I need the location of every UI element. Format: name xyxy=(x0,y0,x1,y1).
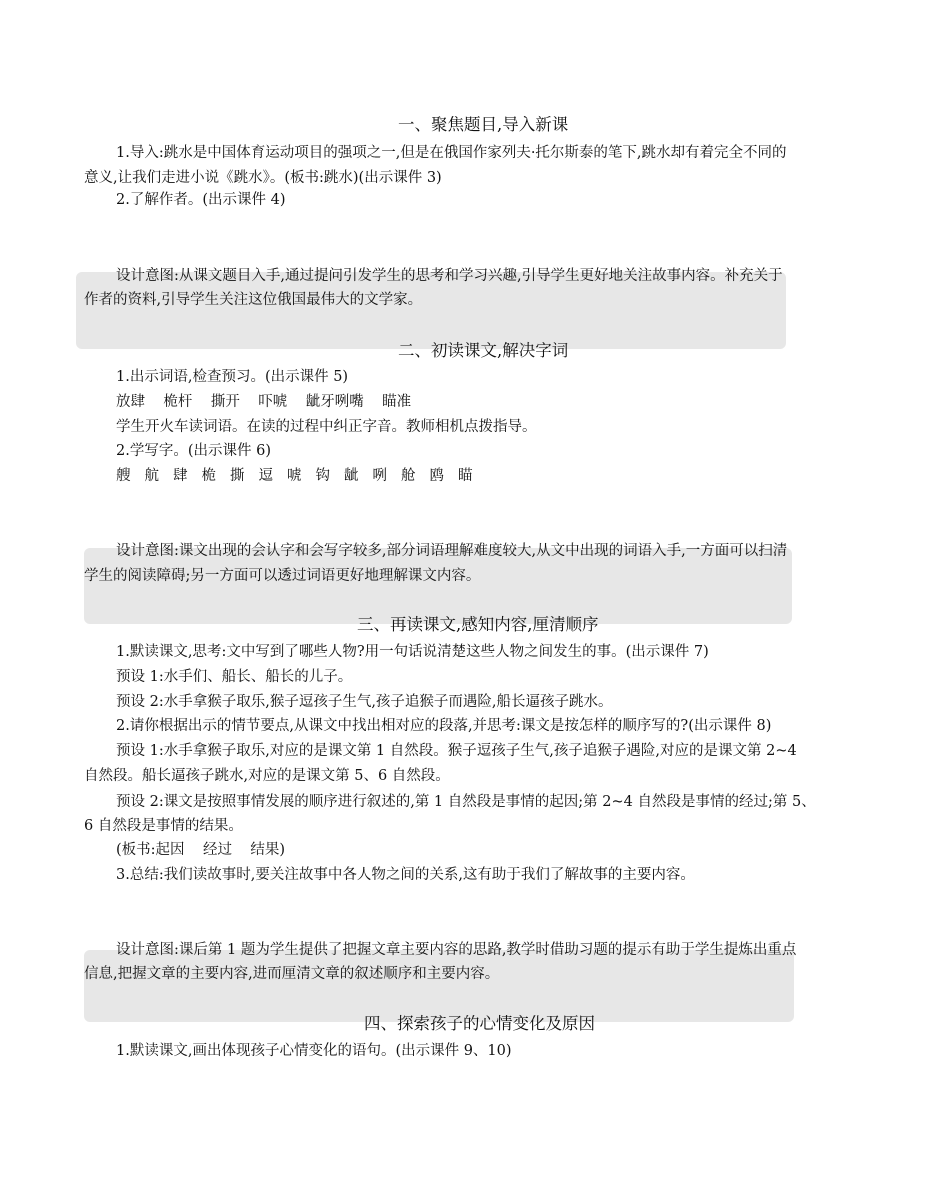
char-3: 肆 xyxy=(173,468,188,484)
section-2-word-list: 放肆 桅杆 撕开 吓唬 龇牙咧嘴 瞄准 xyxy=(116,394,412,410)
design-intent-3-line-2: 信息,把握文章的主要内容,进而厘清文章的叙述顺序和主要内容。 xyxy=(84,966,500,982)
design-intent-box-3 xyxy=(84,950,794,1022)
section-3-line-9: (板书:起因 经过 结果) xyxy=(116,842,286,858)
char-9: 龇 xyxy=(344,468,359,484)
section-3-line-5: 预设 1:水手拿猴子取乐,对应的是课文第 1 自然段。猴子逗孩子生气,孩子追猴子遇险,对应的是课文第 2~4 xyxy=(116,743,797,759)
char-6: 逗 xyxy=(258,468,273,484)
design-intent-3-line-1: 设计意图:课后第 1 题为学生提供了把握文章主要内容的思路,教学时借助习题的提示有助于学生提炼出重点 xyxy=(116,942,797,958)
char-1: 艘 xyxy=(116,468,131,484)
char-11: 舱 xyxy=(401,468,416,484)
section-1-line-3: 2.了解作者。(出示课件 4) xyxy=(116,192,286,208)
char-8: 钩 xyxy=(315,468,330,484)
section-4-line-1: 1.默读课文,画出体现孩子心情变化的语句。(出示课件 9、10) xyxy=(116,1043,512,1059)
char-7: 唬 xyxy=(287,468,302,484)
design-intent-2-line-1: 设计意图:课文出现的会认字和会写字较多,部分词语理解难度较大,从文中出现的词语入手,一方面可以扫清 xyxy=(116,543,788,559)
section-3-line-2: 预设 1:水手们、船长、船长的儿子。 xyxy=(116,669,353,685)
section-3-line-1: 1.默读课文,思考:文中写到了哪些人物?用一句话说清楚这些人物之间发生的事。(出示课件 7) xyxy=(116,644,709,660)
char-4: 桅 xyxy=(201,468,216,484)
section-3-line-10: 3.总结:我们读故事时,要关注故事中各人物之间的关系,这有助于我们了解故事的主要内容。 xyxy=(116,867,695,883)
section-1-line-1: 1.导入:跳水是中国体育运动项目的强项之一,但是在俄国作家列夫·托尔斯泰的笔下,跳水却有着完全不同的 xyxy=(116,145,787,161)
section-3-line-8: 6 自然段是事情的结果。 xyxy=(84,818,243,834)
section-3-line-4: 2.请你根据出示的情节要点,从课文中找出相对应的段落,并思考:课文是按怎样的顺序写的?(出示课件 8) xyxy=(116,718,772,734)
char-2: 航 xyxy=(144,468,159,484)
char-5: 撕 xyxy=(230,468,245,484)
section-2-heading: 二、初读课文,解决字词 xyxy=(398,341,569,360)
section-4-heading: 四、探索孩子的心情变化及原因 xyxy=(364,1014,595,1033)
section-3-line-7: 预设 2:课文是按照事情发展的顺序进行叙述的,第 1 自然段是事情的起因;第 2~4 自然段是事情的经过;第 5、 xyxy=(116,794,816,810)
section-2-char-list xyxy=(116,466,487,486)
section-2-line-3: 学生开火车读词语。在读的过程中纠正字音。教师相机点拨指导。 xyxy=(116,419,537,435)
section-1-line-2: 意义,让我们走进小说《跳水》。(板书:跳水)(出示课件 3) xyxy=(84,170,442,186)
char-10: 咧 xyxy=(372,468,387,484)
section-3-line-3: 预设 2:水手拿猴子取乐,猴子逗孩子生气,孩子追猴子而遇险,船长逼孩子跳水。 xyxy=(116,694,613,710)
section-3-line-6: 自然段。船长逼孩子跳水,对应的是课文第 5、6 自然段。 xyxy=(84,768,450,784)
section-3-heading: 三、再读课文,感知内容,厘清顺序 xyxy=(357,615,599,634)
char-12: 鸥 xyxy=(429,468,444,484)
char-13: 瞄 xyxy=(458,468,473,484)
design-intent-1-line-2: 作者的资料,引导学生关注这位俄国最伟大的文学家。 xyxy=(84,292,423,308)
design-intent-1-line-1: 设计意图:从课文题目入手,通过提问引发学生的思考和学习兴趣,引导学生更好地关注故事内容。补充关于 xyxy=(116,268,783,284)
section-2-line-1: 1.出示词语,检查预习。(出示课件 5) xyxy=(116,369,349,385)
section-2-line-4: 2.学写字。(出示课件 6) xyxy=(116,443,271,459)
design-intent-2-line-2: 学生的阅读障碍;另一方面可以透过词语更好地理解课文内容。 xyxy=(84,568,481,584)
section-1-heading: 一、聚焦题目,导入新课 xyxy=(398,115,569,134)
